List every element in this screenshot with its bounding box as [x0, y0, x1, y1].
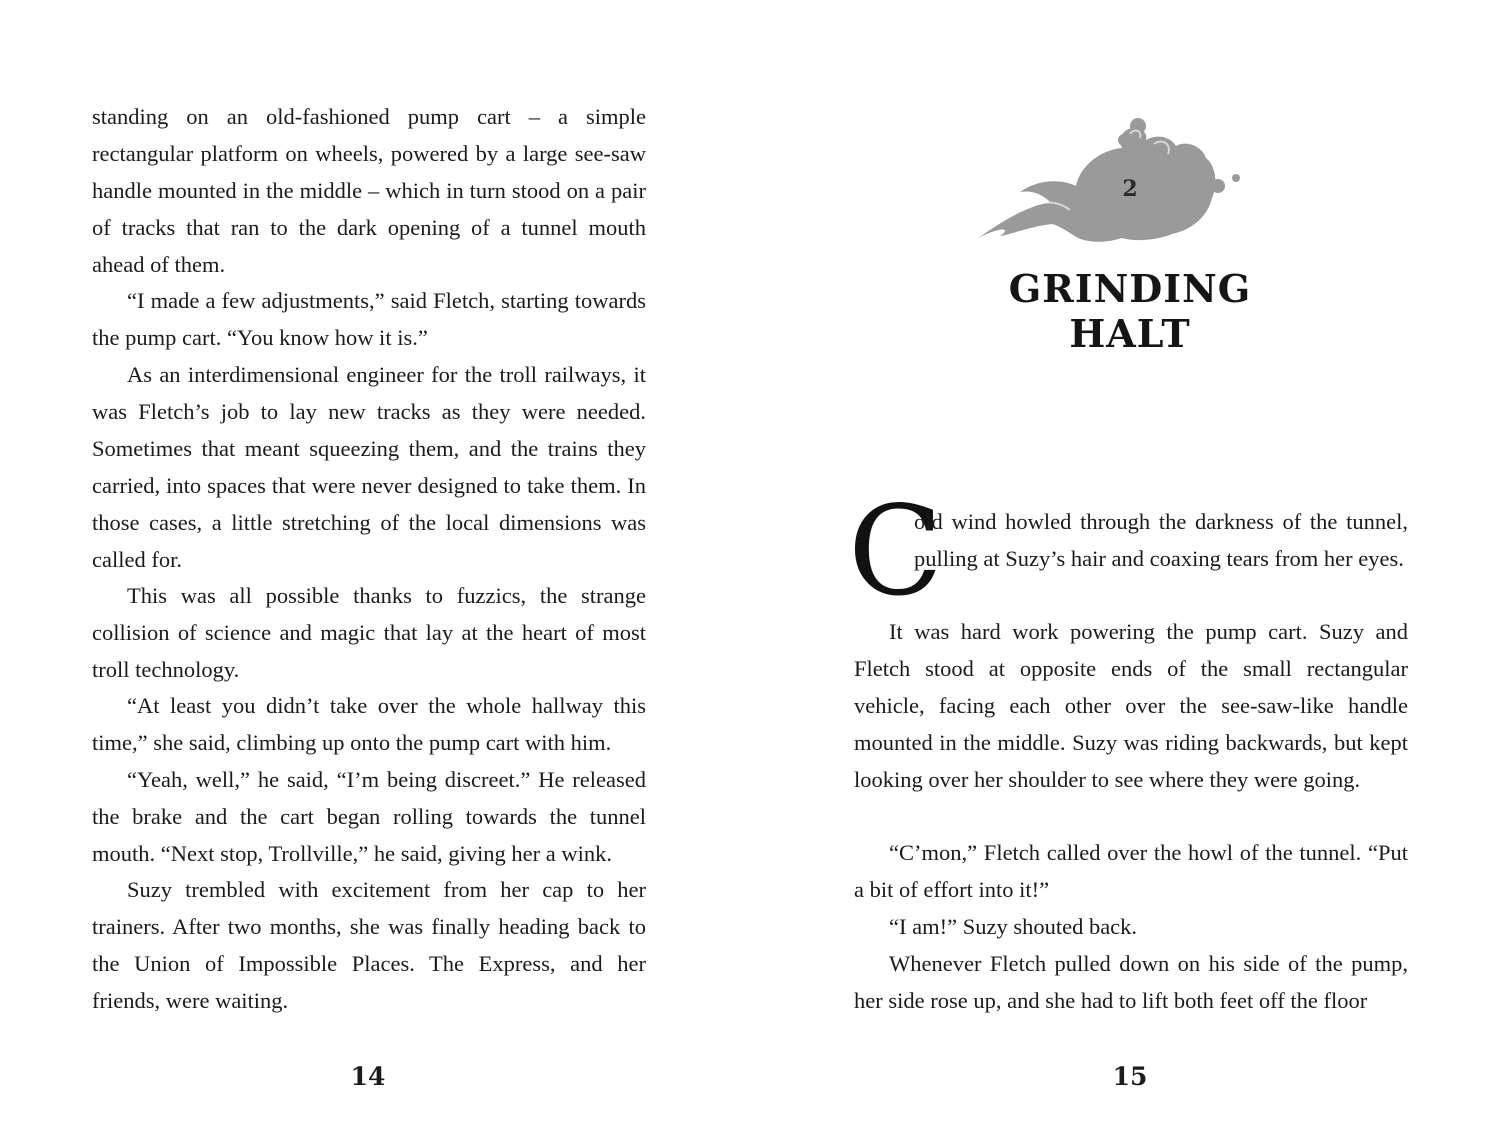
paragraph: Whenever Fletch pulled down on his side of the pump, her side rose up, and she had to lift both feet off the floor: [854, 951, 1408, 1013]
paragraph: “Yeah, well,” he said, “I’m being discreet.” He released the brake and the cart began rolling towards the tunnel mouth. “Next stop, Trollville,” he said, giving her a wink.: [92, 767, 646, 866]
paragraph: standing on an old-fashioned pump cart – a simple rectangular platform on wheels, powered by a large see-saw handle mounted in the middle – which in turn stood on a pair of tracks that ran to the dark opening of a tunnel mouth ahead of them.: [92, 104, 646, 277]
page-number: 15: [1112, 1062, 1148, 1091]
paragraph: It was hard work powering the pump cart. Suzy and Fletch stood at opposite ends of the small rectangular vehicle, facing each other over the see-saw-like handle mounted in the middle. Suzy was riding backwards, but kept looking over her shoulder to see where they were going.: [854, 619, 1408, 792]
paragraph: “I made a few adjustments,” said Fletch, starting towards the pump cart. “You know how it is.”: [92, 288, 646, 350]
paragraph: As an interdimensional engineer for the troll railways, it was Fletch’s job to lay new tracks as they were needed. Sometimes that meant squeezing them, and the trains they carried, into spaces that were never designed to take them. In those cases, a little stretching of the local dimensions was called for.: [92, 362, 646, 572]
page-number: 14: [350, 1062, 386, 1091]
paragraph: Suzy trembled with excitement from her cap to her trainers. After two months, she was finally heading back to the Union of Impossible Places. The Express, and her friends, were waiting.: [92, 877, 646, 1013]
chapter-number: 2: [1122, 176, 1138, 202]
paragraph: “C’mon,” Fletch called over the howl of the tunnel. “Put a bit of effort into it!”: [854, 840, 1408, 902]
paragraph: “At least you didn’t take over the whole hallway this time,” she said, climbing up onto the pump cart with him.: [92, 693, 646, 755]
drop-cap: C: [848, 480, 943, 624]
chapter-title: GRINDING HALT: [1008, 266, 1252, 356]
paragraph: This was all possible thanks to fuzzics, the strange collision of science and magic that lay at the heart of most troll technology.: [92, 583, 646, 682]
opening-paragraph: old wind howled through the darkness of the tunnel, pulling at Suzy’s hair and coaxing tears from her eyes.: [914, 509, 1408, 571]
paragraph: “I am!” Suzy shouted back.: [889, 914, 1138, 939]
right-page: [750, 0, 1500, 1143]
